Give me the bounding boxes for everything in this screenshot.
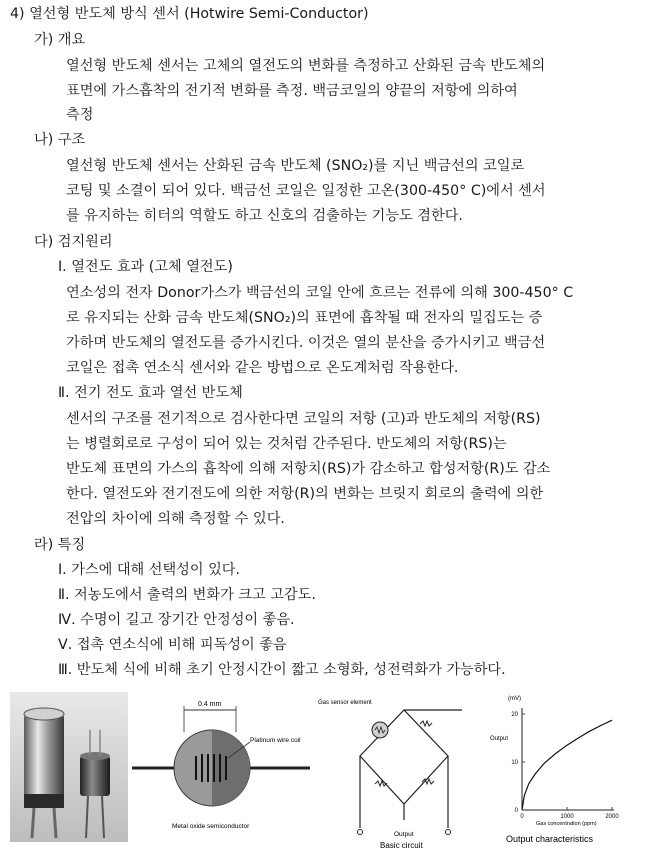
- overview-line-3: 측정: [66, 107, 94, 123]
- dimension-label: 0.4 mm: [198, 701, 222, 708]
- principle-sub2-line-4: 한다. 열전도와 전기전도에 의한 저항(R)의 변화는 브릿지 회로의 출력에 의한: [66, 486, 544, 502]
- resistor-icon: [420, 721, 432, 726]
- output-label: Output: [394, 831, 414, 838]
- principle-sub2-line-5: 전압의 차이에 의해 측정할 수 있다.: [66, 511, 285, 527]
- y-tick-label: 10: [511, 760, 518, 766]
- sensor-photo: [10, 692, 128, 842]
- oxide-bead-shade: [212, 730, 250, 806]
- principle-sub2-line-2: 는 병렬회로로 구성이 되어 있는 것처럼 간주된다. 반도체의 저항(RS)는: [66, 436, 507, 452]
- x-tick-label: 2000: [605, 814, 619, 820]
- feature-item-1: Ⅰ. 가스에 대해 선택성이 있다.: [58, 562, 241, 578]
- structure-line-2: 코팅 및 소결이 되어 있다. 백금선 코일은 일정한 고온(300-450° C)에서 센서: [66, 183, 546, 199]
- principle-sub1-line-2: 로 유지되는 산화 금속 반도체(SNO₂)의 표면에 흡착될 때 전자의 밀집도는 증: [66, 310, 543, 326]
- basic-circuit: [312, 692, 462, 852]
- feature-item-5: Ⅲ. 반도체 식에 비해 초기 안정시간이 짧고 소형화, 성전력화가 가능하다.: [58, 662, 506, 678]
- principle-sub2-line-3: 반도체 표면의 가스의 흡착에 의해 저항치(RS)가 감소하고 합성저항(R)도 감소: [66, 461, 551, 477]
- section-title-features: 라) 특징: [34, 537, 86, 553]
- output-chart: [480, 692, 640, 852]
- output-terminal-icon: [358, 830, 363, 835]
- section-title-principle: 다) 검지원리: [34, 234, 113, 250]
- principle-sub-title-2: Ⅱ. 전기 전도 효과 열선 반도체: [58, 385, 243, 401]
- feature-item-2: Ⅱ. 저농도에서 출력의 변화가 크고 고감도.: [58, 587, 316, 603]
- coil-label: Platinum wire coil: [250, 737, 301, 744]
- output-terminal-icon: [446, 830, 451, 835]
- chart-ticks: [511, 712, 619, 820]
- gas-element-label: Gas sensor element: [318, 700, 372, 706]
- x-tick-label: 0: [520, 814, 524, 820]
- principle-sub1-line-1: 연소성의 전자 Donor가스가 백금선의 코일 안에 흐르는 전류에 의해 300-450° C: [66, 285, 574, 301]
- feature-item-3: Ⅳ. 수명이 길고 장기간 안정성이 좋음.: [58, 612, 295, 628]
- principle-sub1-line-3: 가하며 반도체의 열전도를 증가시킨다. 이것은 열의 분산을 증가시키고 백금선: [66, 335, 546, 351]
- chart-axes: [522, 708, 614, 810]
- structure-diagram: [132, 692, 312, 842]
- structure-line-1: 열선형 반도체 센서는 산화된 금속 반도체 (SNO₂)를 지닌 백금선의 코일로: [66, 158, 525, 174]
- y-tick-label: 0: [514, 808, 518, 814]
- structure-line-3: 를 유지하는 히터의 역할도 하고 신호의 검출하는 기능도 겸한다.: [66, 208, 463, 224]
- output-series-line: [522, 720, 612, 810]
- overview-line-2: 표면에 가스흡착의 전기적 변화를 측정. 백금코일의 양끝의 저항에 의하여: [66, 83, 518, 99]
- body-label: Metal oxide semiconductor: [172, 823, 250, 830]
- section-title-structure: 나) 구조: [34, 132, 86, 148]
- y-axis-label: Output: [490, 736, 509, 742]
- section-title-overview: 가) 개요: [34, 32, 86, 48]
- x-axis-label: Gas concentration (ppm): [536, 821, 597, 827]
- document-heading: 4) 열선형 반도체 방식 센서 (Hotwire Semi-Conductor): [10, 6, 369, 22]
- x-tick-label: 1000: [560, 814, 574, 820]
- overview-line-1: 열선형 반도체 센서는 고체의 열전도의 변화를 측정하고 산화된 금속 반도체의: [66, 58, 546, 74]
- chart-title: Output characteristics: [506, 834, 594, 844]
- circuit-title: Basic circuit: [380, 841, 423, 850]
- principle-sub1-line-4: 코일은 접촉 연소식 센서와 같은 방법으로 온도계처럼 작용한다.: [66, 360, 459, 376]
- principle-sub-title-1: Ⅰ. 열전도 효과 (고체 열전도): [58, 259, 233, 275]
- y-unit-label: (mV): [508, 696, 521, 702]
- feature-item-4: Ⅴ. 접촉 연소식에 비해 피독성이 좋음: [58, 637, 287, 653]
- chart-series: [522, 720, 612, 810]
- y-tick-label: 20: [511, 712, 518, 718]
- figure-strip: [0, 692, 650, 856]
- principle-sub2-line-1: 센서의 구조를 전기적으로 검사한다면 코일의 저항 (고)과 반도체의 저항(RS): [66, 411, 541, 427]
